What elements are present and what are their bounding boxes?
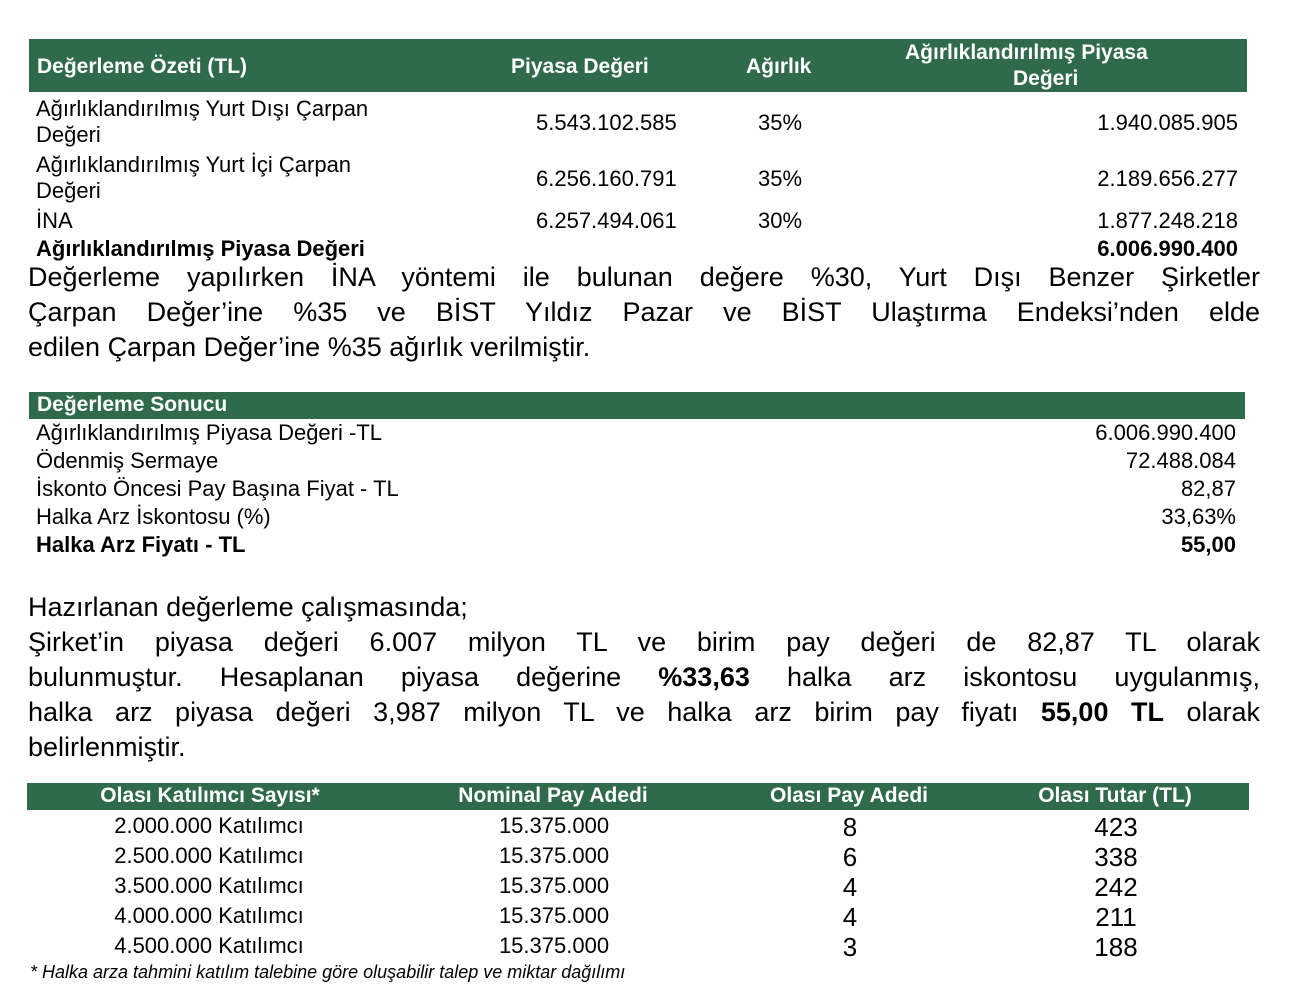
discount-highlight: %33,63 [658, 662, 750, 692]
distribution-nominal: 15.375.000 [498, 843, 610, 868]
distribution-header-shares: Olası Pay Adedi [770, 784, 928, 807]
distribution-shares: 6 [842, 842, 858, 872]
distribution-participants: 4.000.000 Katılımcı [114, 903, 304, 928]
weighting-paragraph [28, 260, 1260, 365]
result-table-header [29, 392, 1245, 419]
summary-total-row [36, 236, 1246, 262]
distribution-participants: 3.500.000 Katılımcı [114, 873, 304, 898]
summary-row-market-value: 5.543.102.585 [536, 110, 677, 135]
summary-header-weighted-line2: Değeri [1013, 67, 1079, 90]
distribution-row [0, 903, 1304, 933]
distribution-nominal: 15.375.000 [498, 873, 610, 898]
distribution-footnote: * Halka arza tahmini katılım talebine göre oluşabilir talep ve miktar dağılımı [30, 962, 626, 982]
result-row-value: 72.488.084 [1125, 448, 1236, 473]
summary-row-weighted: 1.940.085.905 [1097, 110, 1238, 135]
valuation-paragraph-line4: belirlenmiştir. [28, 732, 186, 762]
distribution-row [0, 933, 1304, 963]
distribution-shares: 4 [842, 902, 858, 932]
distribution-amount: 242 [1094, 872, 1138, 902]
distribution-shares: 3 [842, 932, 858, 962]
result-header-label: Değerleme Sonucu [37, 393, 228, 416]
summary-header-weight: Ağırlık [746, 55, 812, 78]
result-row-value: 6.006.990.400 [1095, 420, 1236, 445]
result-row-label: İskonto Öncesi Pay Başına Fiyat - TL [36, 476, 399, 501]
distribution-nominal: 15.375.000 [498, 813, 610, 838]
summary-row-market-value: 6.257.494.061 [536, 208, 677, 233]
summary-total-label: Ağırlıklandırılmış Piyasa Değeri [36, 236, 365, 261]
summary-row-label-line2: Değeri [36, 178, 101, 203]
summary-row-label-line2: Değeri [36, 122, 101, 147]
distribution-row [0, 843, 1304, 873]
distribution-shares: 8 [842, 812, 858, 842]
summary-header-label: Değerleme Özeti (TL) [37, 55, 248, 78]
summary-table-header [29, 39, 1247, 92]
valuation-text: halka arz piyasa değeri 3,987 milyon TL ve halka arz birim pay fiyatı [28, 697, 1041, 727]
distribution-nominal: 15.375.000 [498, 903, 610, 928]
summary-row-market-value: 6.256.160.791 [536, 166, 677, 191]
result-row-label: Halka Arz İskontosu (%) [36, 504, 271, 529]
distribution-header-participants: Olası Katılımcı Sayısı* [100, 784, 320, 807]
valuation-paragraph-line2 [28, 660, 1260, 695]
distribution-row [0, 873, 1304, 903]
valuation-text: bulunmuştur. Hesaplanan piyasa değerine [28, 662, 659, 692]
distribution-amount: 211 [1095, 902, 1137, 932]
distribution-amount: 188 [1094, 932, 1138, 962]
distribution-header-amount: Olası Tutar (TL) [1038, 784, 1192, 807]
summary-row-weight: 35% [758, 166, 803, 191]
summary-header-market-value: Piyasa Değeri [511, 55, 649, 78]
distribution-table-header [27, 783, 1249, 810]
summary-row-weighted: 2.189.656.277 [1097, 166, 1238, 191]
summary-row-label-line1: Ağırlıklandırılmış Yurt İçi Çarpan [36, 152, 352, 177]
distribution-amount: 338 [1094, 842, 1138, 872]
summary-total-value: 6.006.990.400 [1097, 236, 1238, 261]
distribution-header-nominal: Nominal Pay Adedi [458, 784, 648, 807]
distribution-shares: 4 [842, 872, 858, 902]
result-row-label: Ödenmiş Sermaye [36, 448, 219, 473]
distribution-nominal: 15.375.000 [498, 933, 610, 958]
result-row-value: 33,63% [1161, 504, 1236, 529]
summary-row-weight: 35% [758, 110, 803, 135]
valuation-paragraph-heading: Hazırlanan değerleme çalışmasında; [28, 592, 468, 622]
distribution-row [0, 813, 1304, 843]
result-row-value: 82,87 [1180, 476, 1236, 501]
summary-row-weighted: 1.877.248.218 [1097, 208, 1238, 233]
valuation-paragraph-line1: Şirket’in piyasa değeri 6.007 milyon TL ve birim pay değeri de 82,87 TL olarak [28, 627, 1260, 657]
summary-row [36, 208, 1246, 234]
summary-row [36, 152, 1246, 204]
distribution-participants: 4.500.000 Katılımcı [114, 933, 304, 958]
summary-row-label-line1: Ağırlıklandırılmış Yurt Dışı Çarpan [36, 96, 369, 121]
weighting-paragraph-line3: edilen Çarpan Değer’ine %35 ağırlık verilmiştir. [28, 332, 591, 362]
summary-row-label [36, 96, 466, 148]
result-total-value: 55,00 [1180, 532, 1236, 557]
summary-header-weighted-line1: Ağırlıklandırılmış Piyasa [905, 41, 1148, 64]
valuation-paragraph [28, 590, 1260, 765]
summary-row [36, 96, 1246, 148]
summary-row-label: İNA [36, 208, 73, 233]
summary-row-label [36, 152, 466, 204]
valuation-paragraph-line3 [28, 695, 1260, 730]
valuation-text: halka arz iskontosu uygulanmış, [749, 662, 1260, 692]
valuation-text: olarak [1163, 697, 1260, 727]
result-row-label: Ağırlıklandırılmış Piyasa Değeri -TL [36, 420, 382, 445]
distribution-participants: 2.000.000 Katılımcı [114, 813, 304, 838]
weighting-paragraph-line1: Değerleme yapılırken İNA yöntemi ile bulunan değere %30, Yurt Dışı Benzer Şirketler [28, 262, 1260, 292]
price-highlight: 55,00 TL [1040, 697, 1164, 727]
weighting-paragraph-line2: Çarpan Değer’ine %35 ve BİST Yıldız Pazar ve BİST Ulaştırma Endeksi’nden elde [28, 297, 1260, 327]
result-total-label: Halka Arz Fiyatı - TL [36, 532, 246, 557]
distribution-participants: 2.500.000 Katılımcı [114, 843, 304, 868]
summary-row-weight: 30% [758, 208, 803, 233]
distribution-amount: 423 [1094, 812, 1138, 842]
